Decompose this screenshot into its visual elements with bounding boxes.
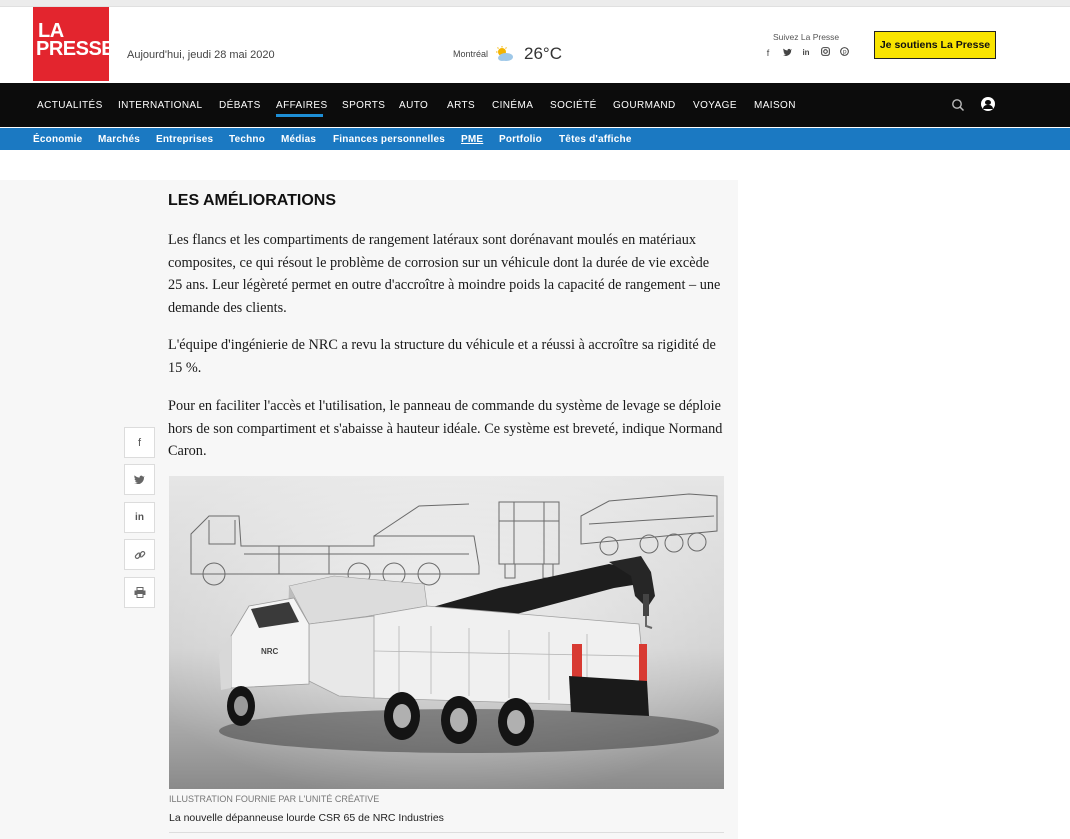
support-button[interactable]: Je soutiens La Presse <box>874 31 996 59</box>
copy-link-button[interactable] <box>124 539 155 570</box>
site-logo[interactable] <box>33 7 115 81</box>
instagram-icon[interactable] <box>820 47 830 58</box>
image-caption: La nouvelle dépanneuse lourde CSR 65 de NRC Industries <box>169 812 444 824</box>
linkedin-icon: in <box>135 512 144 523</box>
share-twitter-button[interactable] <box>124 464 155 495</box>
partly-cloudy-icon <box>494 46 514 62</box>
subnav-item-finances-personnelles[interactable]: Finances personnelles <box>333 134 446 145</box>
print-button[interactable] <box>124 577 155 608</box>
svg-text:p: p <box>842 49 847 56</box>
subnav-item-economie[interactable]: Économie <box>33 134 83 145</box>
truck-brand-label: NRC <box>261 647 279 656</box>
article-paragraph: Les flancs et les compartiments de rangement latéraux sont dorénavant moulés en matériaux composites, ce qui résout le problème de corrosion sur un véhicule dont la durée de vie excède 25 ans. Leur légèreté permet en outre d'accroître à moindre poids la capacité de rangement – une demande des clients. <box>168 232 721 316</box>
article-paragraph: L'équipe d'ingénierie de NRC a revu la structure du véhicule et a réussi à accroître sa rigidité de 15 %. <box>168 337 716 376</box>
subnav-item-techno[interactable]: Techno <box>229 134 266 145</box>
nav-item-gourmand[interactable]: GOURMAND <box>613 100 676 111</box>
nav-item-societe[interactable]: SOCIÉTÉ <box>550 100 597 111</box>
linkedin-icon[interactable]: in <box>802 48 810 57</box>
link-icon <box>134 549 146 561</box>
weather-city: Montréal <box>453 49 489 59</box>
follow-label: Suivez La Presse <box>773 32 840 42</box>
twitter-icon <box>134 475 145 484</box>
nav-item-affaires[interactable]: AFFAIRES <box>276 100 328 111</box>
current-date: Aujourd'hui, jeudi 28 mai 2020 <box>127 49 275 61</box>
share-linkedin-button[interactable] <box>124 502 155 533</box>
social-links <box>763 47 849 58</box>
nav-item-international[interactable]: INTERNATIONAL <box>118 100 203 111</box>
nav-active-indicator <box>276 114 323 117</box>
nav-item-debats[interactable]: DÉBATS <box>219 100 261 111</box>
section-heading: LES AMÉLIORATIONS <box>168 192 336 209</box>
facebook-icon[interactable]: f <box>766 47 770 58</box>
search-icon[interactable] <box>951 98 965 112</box>
tow-truck-illustration[interactable] <box>169 476 724 789</box>
share-facebook-button[interactable] <box>124 427 155 458</box>
nav-item-auto[interactable]: AUTO <box>399 100 429 111</box>
browser-edge <box>0 0 1070 7</box>
nav-item-arts[interactable]: ARTS <box>447 100 476 111</box>
weather-widget <box>453 44 562 64</box>
image-credit: ILLUSTRATION FOURNIE PAR L'UNITÉ CRÉATIVE <box>169 794 380 804</box>
print-icon <box>134 587 146 598</box>
subnav-item-tetes-affiche[interactable]: Têtes d'affiche <box>559 134 632 145</box>
logo-line1: LA <box>38 20 64 42</box>
pinterest-icon[interactable] <box>839 47 849 58</box>
logo-line2: PRESSE <box>36 38 115 60</box>
subnav-item-marches[interactable]: Marchés <box>98 134 140 145</box>
nav-item-maison[interactable]: MAISON <box>754 100 796 111</box>
nav-item-actualites[interactable]: ACTUALITÉS <box>37 100 103 111</box>
facebook-icon: f <box>137 436 142 449</box>
weather-temperature: 26°C <box>524 44 562 63</box>
user-account-icon[interactable] <box>981 97 995 111</box>
subnav-item-pme[interactable]: PME <box>461 134 484 145</box>
nav-item-cinema[interactable]: CINÉMA <box>492 100 534 111</box>
twitter-icon[interactable] <box>782 48 792 58</box>
section-subnav <box>0 128 1070 150</box>
subnav-item-medias[interactable]: Médias <box>281 134 317 145</box>
caption-divider <box>169 832 724 833</box>
main-nav <box>0 83 1070 127</box>
nav-item-voyage[interactable]: VOYAGE <box>693 100 737 111</box>
subnav-item-entreprises[interactable]: Entreprises <box>156 134 214 145</box>
article-paragraph: Pour en faciliter l'accès et l'utilisation, le panneau de commande du système de levage se déploie hors de son compartiment et s'abaisse à hauteur idéale. Ce système est breveté, indique Normand Caron. <box>168 398 723 459</box>
nav-item-sports[interactable]: SPORTS <box>342 100 386 111</box>
subnav-item-portfolio[interactable]: Portfolio <box>499 134 542 145</box>
